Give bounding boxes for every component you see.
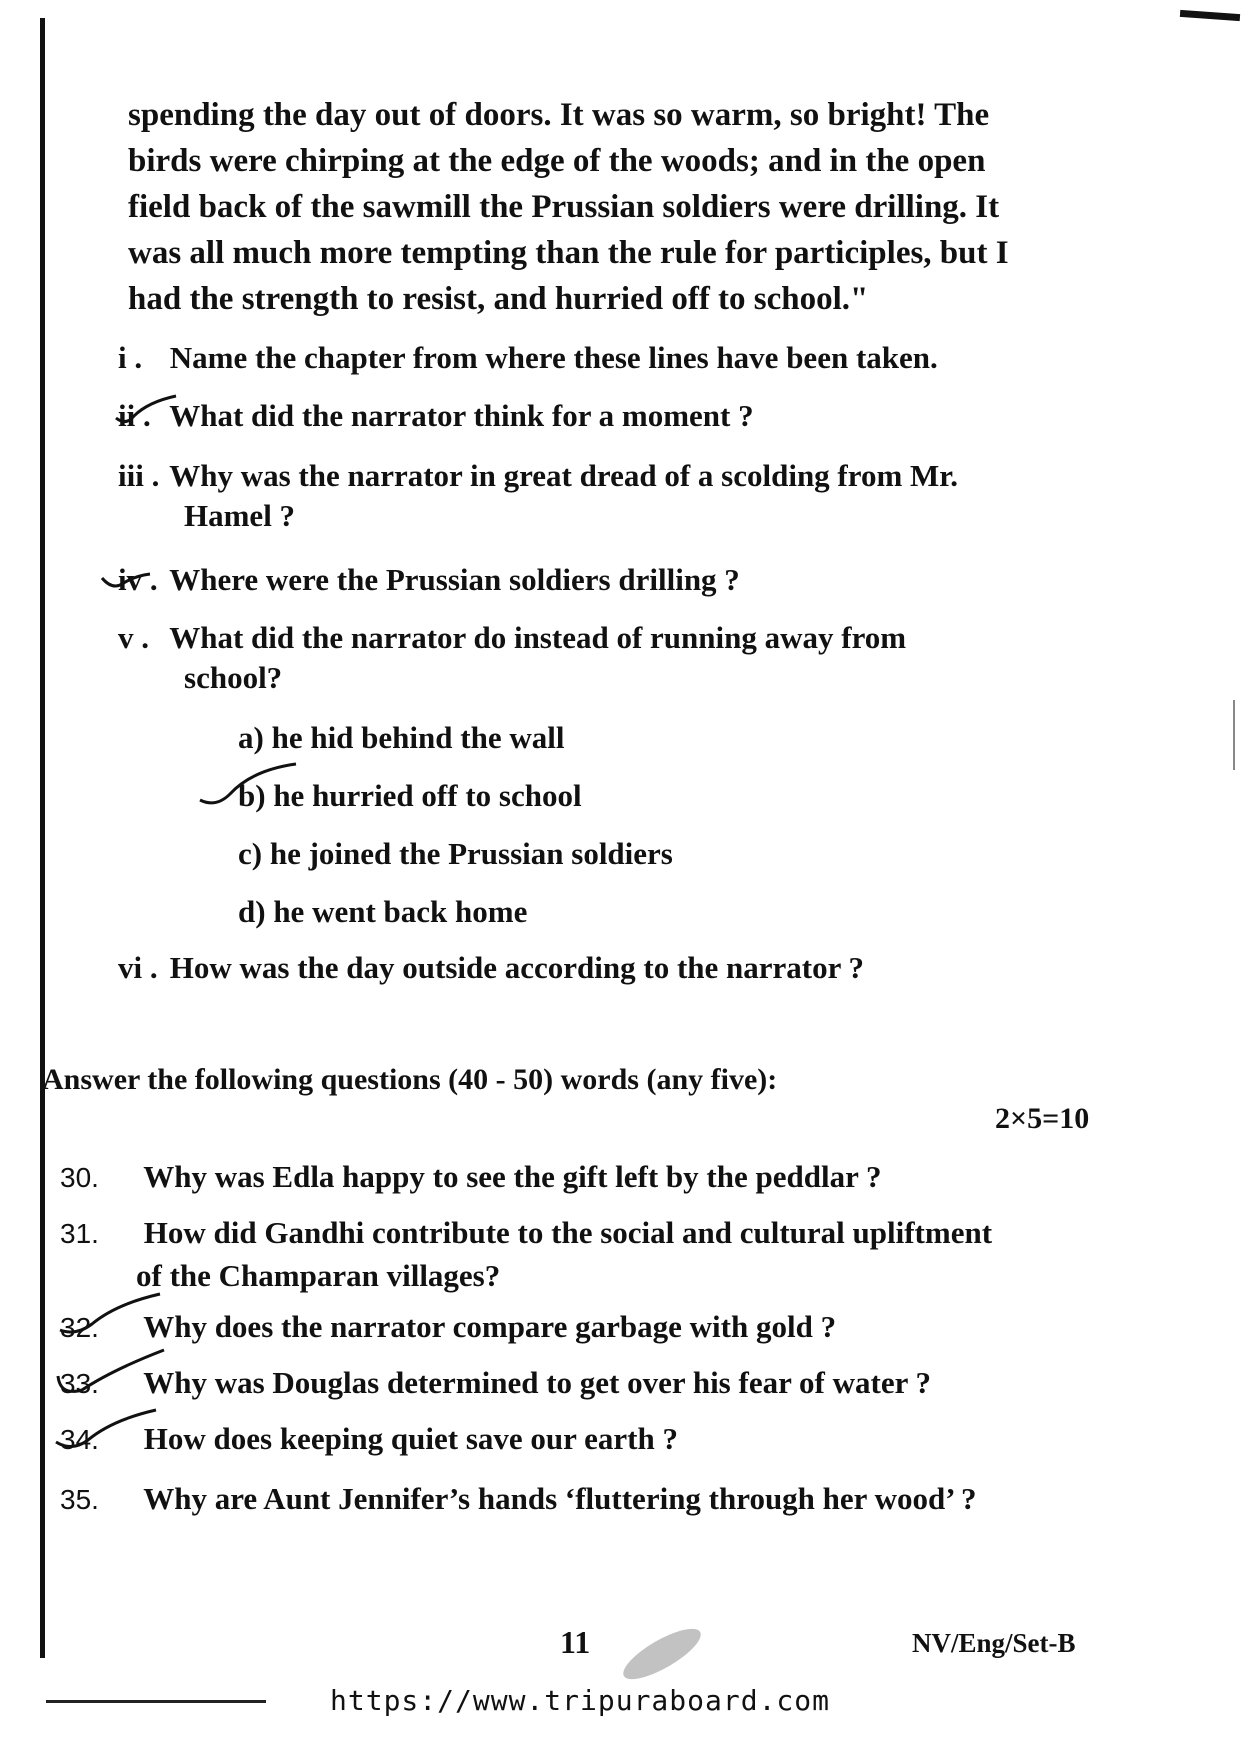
question-text: How was the day outside according to the narrator ? bbox=[169, 950, 865, 985]
handwritten-tick-icon bbox=[52, 1406, 162, 1456]
question-text: Why are Aunt Jennifer’s hands ‘fluttering through her wood’ ? bbox=[143, 1481, 977, 1516]
question-text-continued: of the Champaran villages? bbox=[136, 1258, 501, 1293]
question-number: iii . bbox=[118, 458, 160, 493]
handwritten-tick-icon bbox=[52, 1346, 172, 1402]
question-i bbox=[118, 338, 1178, 378]
question-31 bbox=[60, 1212, 1180, 1297]
question-text: What did the narrator think for a moment ? bbox=[169, 398, 754, 433]
reading-passage bbox=[128, 92, 1178, 322]
question-text: How did Gandhi contribute to the social and cultural upliftment bbox=[143, 1215, 993, 1250]
question-number: 32. bbox=[60, 1312, 99, 1343]
handwritten-tick-icon bbox=[196, 760, 306, 810]
option-b: b) he hurried off to school bbox=[238, 778, 582, 813]
scan-edge-mark bbox=[1233, 700, 1235, 770]
question-32 bbox=[60, 1306, 1180, 1349]
passage-line: birds were chirping at the edge of the woods; and in the open bbox=[128, 143, 986, 179]
question-vi bbox=[118, 948, 1178, 988]
question-number: 35. bbox=[60, 1484, 99, 1515]
passage-line: spending the day out of doors. It was so warm, so bright! The bbox=[128, 97, 990, 133]
question-number: vi . bbox=[118, 950, 158, 985]
question-33 bbox=[60, 1362, 1180, 1405]
question-ii bbox=[118, 396, 1178, 436]
question-text: How does keeping quiet save our earth ? bbox=[143, 1421, 678, 1456]
section-heading: Answer the following questions (40 - 50) words (any five): bbox=[42, 1063, 778, 1096]
question-text: Why was Edla happy to see the gift left by the peddlar ? bbox=[143, 1159, 882, 1194]
option-c: c) he joined the Prussian soldiers bbox=[238, 836, 673, 871]
left-margin-rule bbox=[40, 18, 45, 1658]
marks-allocation: 2×5=10 bbox=[995, 1102, 1090, 1135]
question-text-continued: school? bbox=[184, 660, 283, 695]
question-number: iv . bbox=[118, 562, 158, 597]
question-text: Why was Douglas determined to get over his fear of water ? bbox=[143, 1365, 932, 1400]
passage-line: was all much more tempting than the rule for participles, but I bbox=[128, 235, 1009, 271]
question-text: What did the narrator do instead of running away from bbox=[169, 620, 907, 655]
question-30 bbox=[60, 1156, 1180, 1199]
option-d: d) he went back home bbox=[238, 894, 528, 929]
question-number: 30. bbox=[60, 1162, 99, 1193]
question-number: 33. bbox=[60, 1368, 99, 1399]
handwritten-tick-icon bbox=[56, 1290, 166, 1340]
question-text: Why does the narrator compare garbage with gold ? bbox=[143, 1309, 837, 1344]
ink-smudge bbox=[612, 1620, 712, 1690]
source-url[interactable]: https://www.tripuraboard.com bbox=[330, 1684, 831, 1717]
question-text: Why was the narrator in great dread of a scolding from Mr. bbox=[169, 458, 958, 493]
set-code: NV/Eng/Set-B bbox=[912, 1628, 1076, 1658]
question-text: Where were the Prussian soldiers drilling ? bbox=[169, 562, 740, 597]
passage-line: had the strength to resist, and hurried off to school." bbox=[128, 281, 869, 317]
handwritten-tick-icon bbox=[100, 566, 160, 596]
question-number: ii . bbox=[118, 398, 151, 433]
handwritten-tick-icon bbox=[112, 392, 182, 432]
question-34 bbox=[60, 1418, 1180, 1461]
bottom-rule bbox=[46, 1700, 266, 1703]
question-iii bbox=[118, 456, 1178, 536]
question-iv bbox=[118, 560, 1178, 600]
page-number: 11 bbox=[560, 1624, 591, 1660]
question-35 bbox=[60, 1478, 1180, 1521]
question-number: i . bbox=[118, 340, 143, 375]
question-number: 34. bbox=[60, 1424, 99, 1455]
passage-line: field back of the sawmill the Prussian soldiers were drilling. It bbox=[128, 189, 1000, 225]
corner-mark bbox=[1180, 10, 1240, 21]
question-v bbox=[118, 618, 1178, 698]
option-a: a) he hid behind the wall bbox=[238, 720, 565, 755]
question-text-continued: Hamel ? bbox=[184, 498, 296, 533]
question-number: 31. bbox=[60, 1218, 99, 1249]
question-text: Name the chapter from where these lines have been taken. bbox=[169, 340, 938, 375]
question-number: v . bbox=[118, 620, 149, 655]
